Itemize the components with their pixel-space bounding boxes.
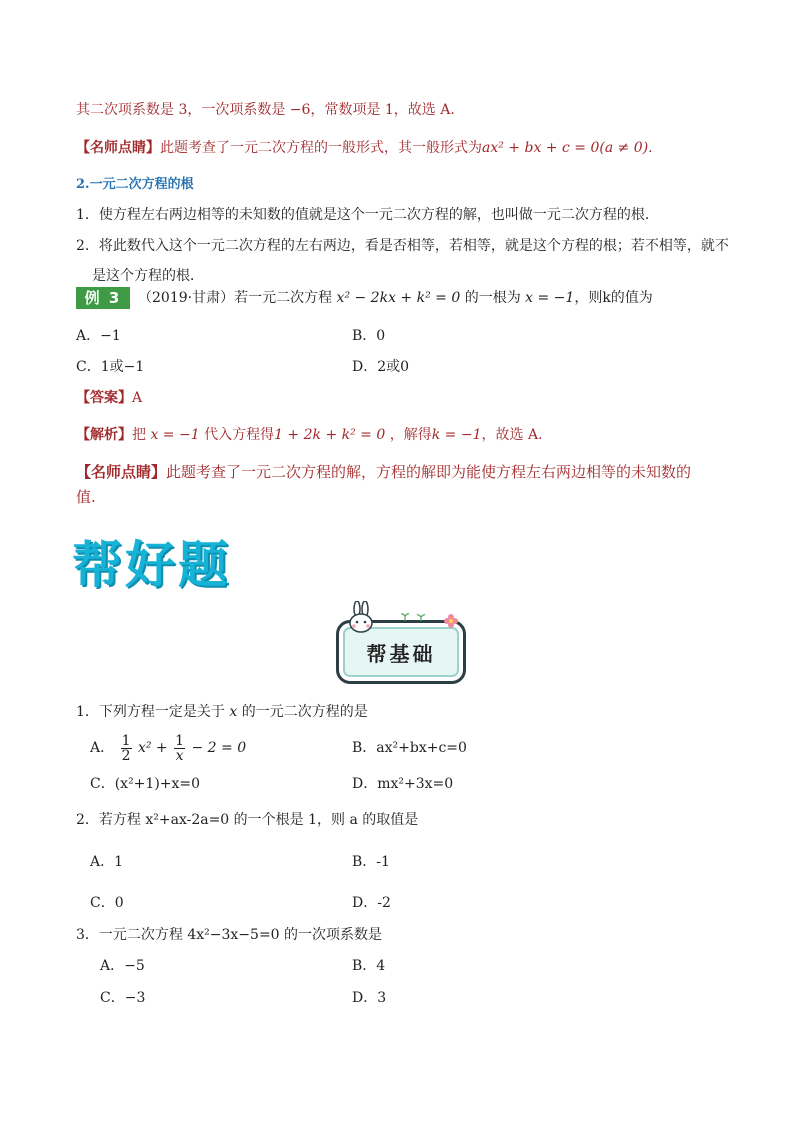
q2-option-d: D．-2 xyxy=(352,895,391,911)
sprout-icon xyxy=(401,611,441,621)
answer-label: 【答案】 xyxy=(76,390,132,406)
analysis-part-4: ，故选 A. xyxy=(481,427,543,443)
q1-stem-b: 的一元二次方程的是 xyxy=(241,704,368,720)
q2-option-a: A．1 xyxy=(90,854,124,870)
analysis-part-1: 把 xyxy=(132,427,146,443)
example-tail: ，则k的值为 xyxy=(574,290,653,306)
q1-option-a-label: A． xyxy=(90,740,115,756)
general-form-formula: ax² + bx + c = 0(a ≠ 0). xyxy=(482,140,653,156)
basics-tag xyxy=(336,620,466,684)
good-questions-banner: 帮好题 xyxy=(72,536,231,594)
example-option-a: A．−1 xyxy=(76,328,121,344)
example-option-d: D．2或0 xyxy=(352,359,410,375)
q1-option-b: B．ax²+bx+c=0 xyxy=(352,740,467,756)
example-option-b: B．0 xyxy=(352,328,386,344)
section-heading: 2.一元二次方程的根 xyxy=(76,177,194,192)
teacher-tip-2-text: 此题考查了一元二次方程的解，方程的解即为能使方程左右两边相等的未知数的 xyxy=(166,463,692,481)
flower-icon xyxy=(441,611,461,631)
example-equation: x² − 2kx + k² = 0 xyxy=(336,290,461,306)
definition-item-2-cont: 是这个方程的根． xyxy=(92,268,204,284)
analysis-label: 【解析】 xyxy=(76,427,132,443)
teacher-tip-2-cont: 值. xyxy=(76,488,96,506)
teacher-tip-1 xyxy=(76,138,653,158)
example-mid: 的一根为 xyxy=(464,290,521,306)
q1-option-c: C．(x²+1)+x=0 xyxy=(90,776,201,792)
definition-item-2: 2．将此数代入这个一元二次方程的左右两边，看是否相等，若相等，就是这个方程的根；若不相等，就不 xyxy=(76,238,729,254)
answer-value: A xyxy=(132,390,143,406)
analysis-part-3: ，解得 xyxy=(389,427,432,443)
example-source: （2019·甘肃）若一元二次方程 xyxy=(138,290,333,306)
q1-option-a xyxy=(90,731,246,765)
q3-option-a: A．−5 xyxy=(100,958,145,974)
q3-option-d: D．3 xyxy=(352,990,387,1006)
q1-stem-a: 1．下列方程一定是关于 xyxy=(76,704,225,720)
teacher-tip-2-label: 【名师点睛】 xyxy=(76,463,167,481)
question-2-stem: 2．若方程 x²+ax-2a=0 的一个根是 1，则 a 的取值是 xyxy=(76,812,419,828)
q1-frac1-num: 1 xyxy=(121,732,131,749)
q2-option-b: B．-1 xyxy=(352,854,390,870)
q2-option-c: C．0 xyxy=(90,895,124,911)
bunny-icon xyxy=(343,601,383,635)
q1-option-a-mid: x² + xyxy=(137,740,168,756)
analysis-equation: 1 + 2k + k² = 0 xyxy=(274,427,386,443)
q1-frac2-den: x xyxy=(175,747,184,764)
teacher-tip-text: 此题考查了一元二次方程的一般形式，其一般形式为 xyxy=(160,140,482,156)
q3-option-c: C．−3 xyxy=(100,990,146,1006)
previous-answer-conclusion: 其二次项系数是 3，一次项系数是 −6，常数项是 1，故选 A. xyxy=(76,102,455,118)
teacher-tip-2 xyxy=(76,462,691,482)
q1-option-a-tail: − 2 = 0 xyxy=(191,740,247,756)
q1-frac2-num: 1 xyxy=(175,732,185,749)
q1-frac-half xyxy=(121,734,132,763)
q1-frac-reciprocal xyxy=(174,734,185,763)
q1-option-d: D．mx²+3x=0 xyxy=(352,776,454,792)
q1-variable: x xyxy=(229,704,238,720)
q1-frac1-den: 2 xyxy=(121,747,131,764)
teacher-tip-label: 【名师点睛】 xyxy=(76,140,160,156)
q3-option-b: B．4 xyxy=(352,958,386,974)
basics-tag-label: 帮基础 xyxy=(366,642,436,666)
question-3-stem: 3．一元二次方程 4x²−3x−5=0 的一次项系数是 xyxy=(76,927,383,943)
example-option-c: C．1或−1 xyxy=(76,359,145,375)
example-root: x = −1 xyxy=(525,290,575,306)
analysis-part-2: 代入方程得 xyxy=(204,427,275,443)
example-badge: 例 3 xyxy=(76,287,130,309)
example-answer xyxy=(76,388,142,408)
question-1-stem xyxy=(76,702,368,722)
analysis-k-value: k = −1 xyxy=(431,427,482,443)
definition-item-1: 1．使方程左右两边相等的未知数的值就是这个一元二次方程的解，也叫做一元二次方程的根． xyxy=(76,207,659,223)
example-analysis xyxy=(76,425,543,445)
example-question xyxy=(138,288,653,308)
analysis-x-value: x = −1 xyxy=(150,427,200,443)
